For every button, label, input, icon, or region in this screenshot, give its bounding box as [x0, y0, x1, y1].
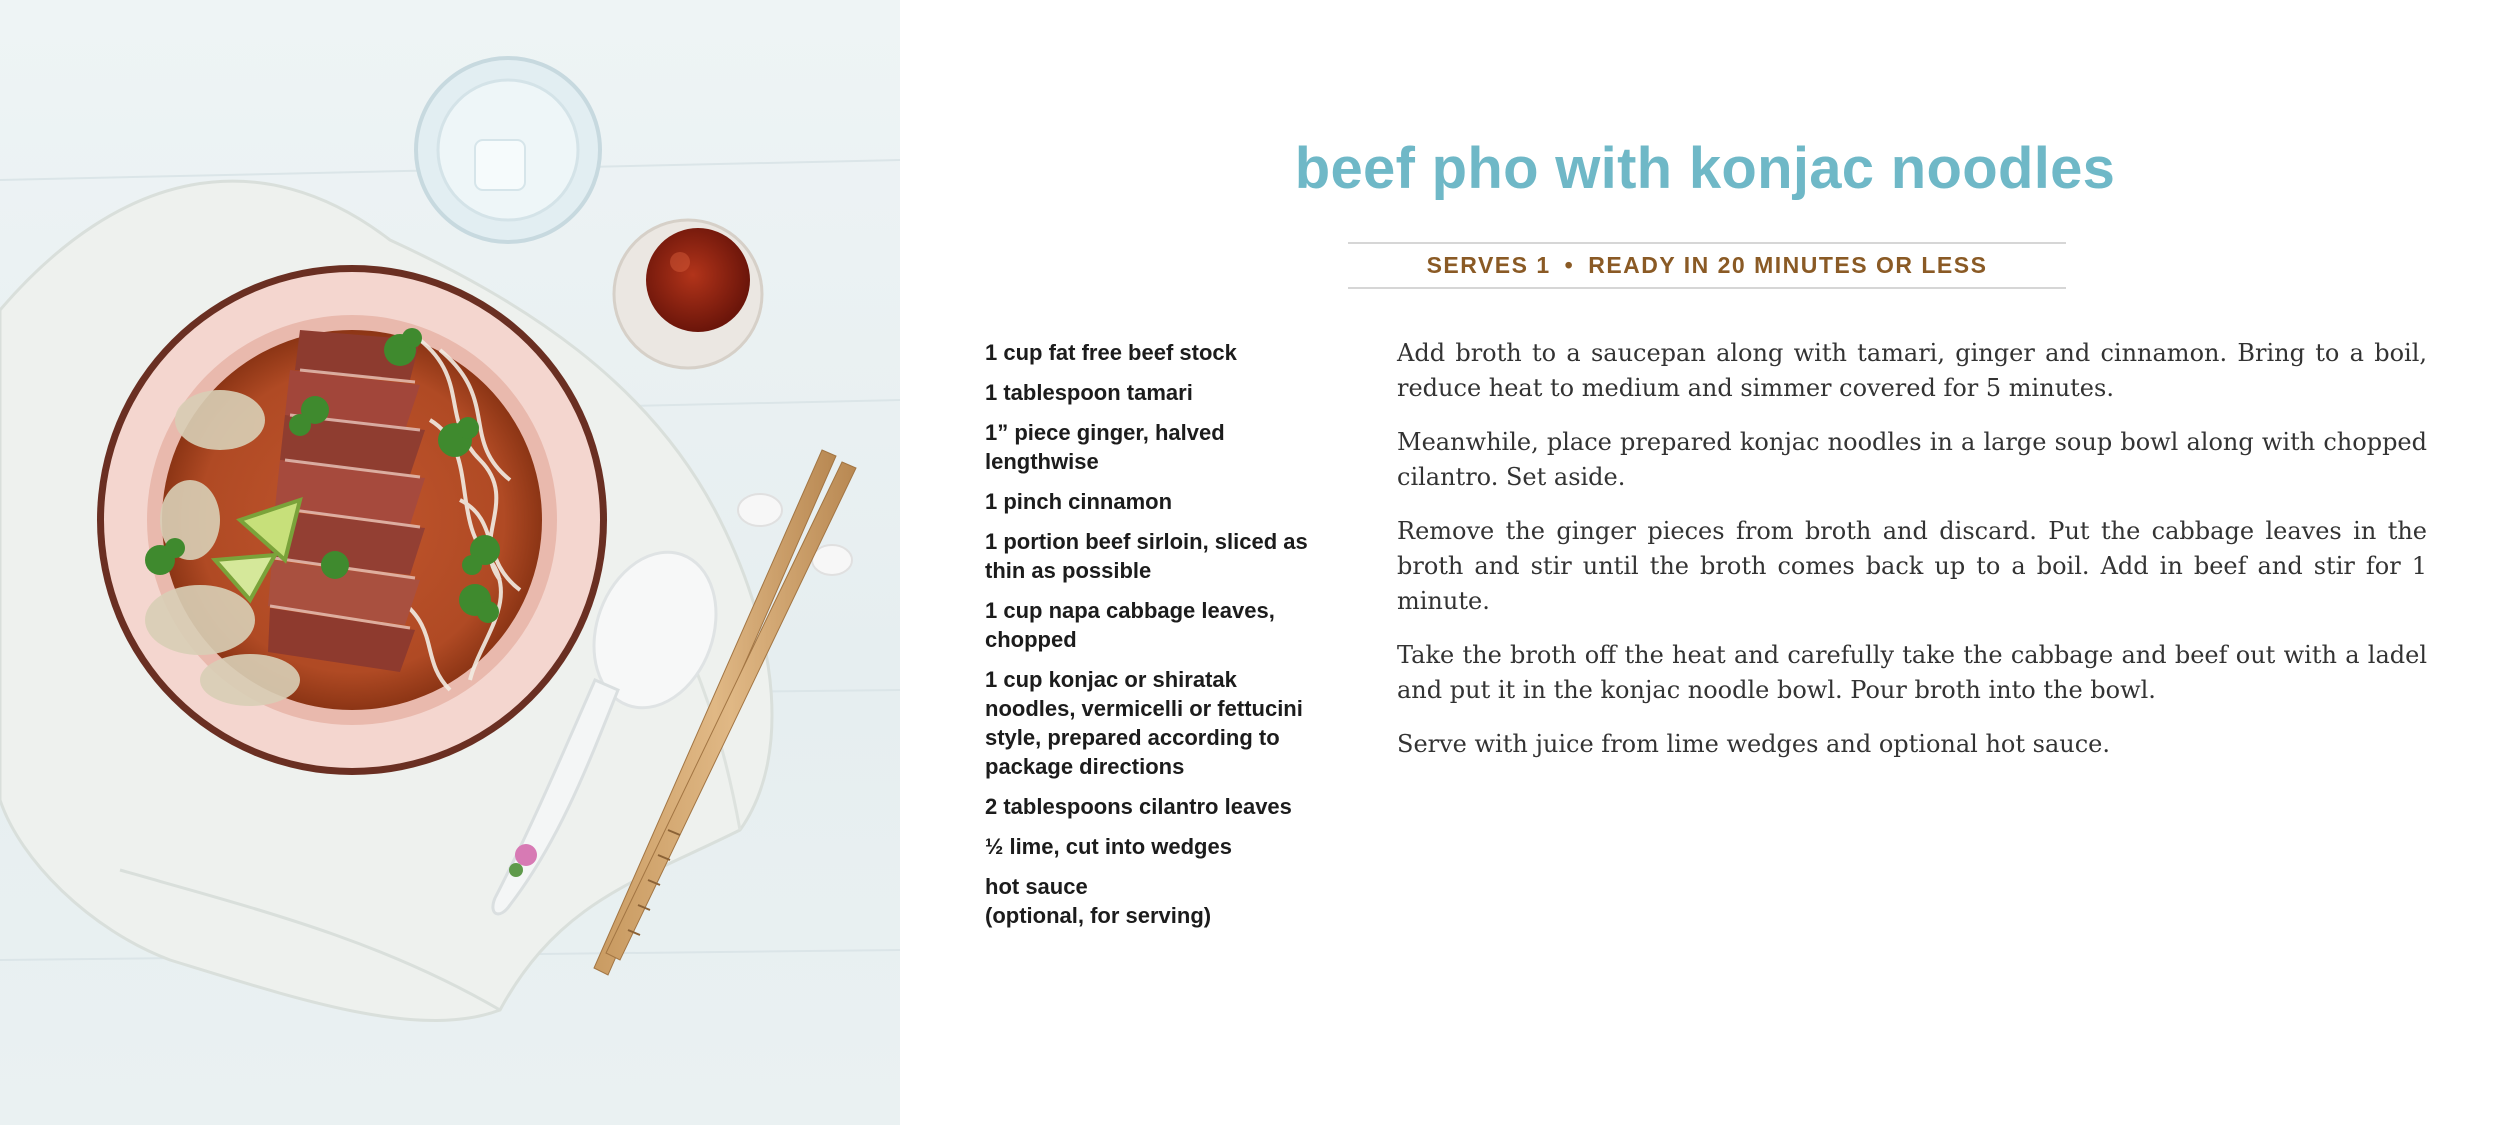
instruction-step: Remove the ginger pieces from broth and discard. Put the cabbage leaves in the broth and stir until the broth comes back up to a boil. Add in beef and stir for 1 minute.	[1397, 517, 2427, 615]
water-glass	[416, 58, 600, 242]
ingredient-item: 1 tablespoon tamari	[985, 380, 1193, 405]
ingredient-item: 1 portion beef sirloin, sliced as thin as possible	[985, 529, 1308, 583]
ingredient-item: 1 cup napa cabbage leaves, chopped	[985, 598, 1275, 652]
instruction-step: Meanwhile, place prepared konjac noodles in a large soup bowl along with chopped cilantro. Set aside.	[1397, 428, 2427, 491]
hot-sauce-cup	[614, 220, 762, 368]
instructions	[1397, 336, 2427, 781]
ingredient-item: 1” piece ginger, halved lengthwise	[985, 420, 1225, 474]
instruction-step: Take the broth off the heat and carefully take the cabbage and beef out with a ladel and put it in the konjac noodle bowl. Pour broth into the bowl.	[1397, 641, 2427, 704]
recipe-meta-bar	[1348, 242, 2066, 289]
serves-label: SERVES 1	[1426, 252, 1551, 278]
ingredient-item: 1 pinch cinnamon	[985, 489, 1173, 514]
ingredient-list	[985, 338, 1330, 941]
instruction-step: Serve with juice from lime wedges and optional hot sauce.	[1397, 730, 2111, 758]
pho-bowl-illustration	[0, 0, 900, 1125]
ingredient-item: hot sauce (optional, for serving)	[985, 874, 1212, 928]
instruction-step: Add broth to a saucepan along with tamari, ginger and cinnamon. Bring to a boil, reduce heat to medium and simmer covered for 5 minutes.	[1397, 339, 2427, 402]
meta-separator: •	[1564, 252, 1575, 278]
recipe-title: beef pho with konjac noodles	[1294, 136, 2116, 201]
ingredient-item: ½ lime, cut into wedges	[985, 834, 1232, 859]
ingredient-item: 2 tablespoons cilantro leaves	[985, 794, 1292, 819]
ready-time-label: READY IN 20 MINUTES OR LESS	[1588, 252, 1988, 278]
recipe-photo	[0, 0, 900, 1125]
ingredient-item: 1 cup fat free beef stock	[985, 340, 1237, 365]
pho-bowl	[97, 265, 607, 775]
ingredient-item: 1 cup konjac or shiratak noodles, vermicelli or fettucini style, prepared according to package directions	[985, 667, 1303, 779]
